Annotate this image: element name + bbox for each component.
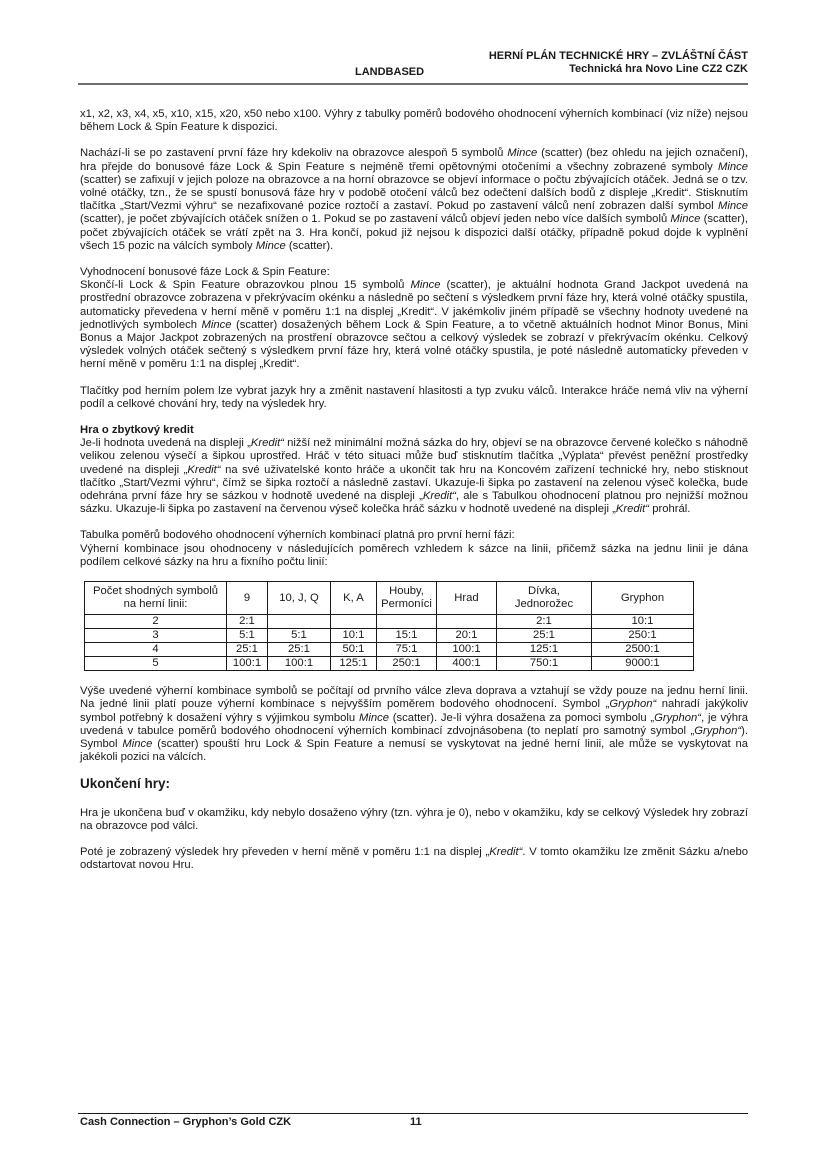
table-row: 3 5:1 5:1 10:1 15:1 20:1 25:1 250:1	[85, 629, 694, 643]
paytable-header-gryphon: Gryphon	[592, 582, 694, 615]
paragraph-multipliers: x1, x2, x3, x4, x5, x10, x15, x20, x50 nebo x100. Výhry z tabulky poměrů bodového ohodnocení výherních kombinací (viz níže) nejsou během Lock & Spin Feature k dispozici.	[80, 108, 748, 134]
footer-title: Cash Connection – Gryphon’s Gold CZK	[80, 1116, 292, 1128]
paragraph-lock-spin-trigger: Nachází-li se po zastavení první fáze hry kdekoliv na obrazovce alespoň 5 symbolů Mince (scatter) (bez ohledu na jejich označení), hra přejde do bonusové fáze Lock & Spin Feature s nejméně třemi opětovnými otočeními a všechny zobrazené symboly Mince (scatter) se zafixují v jejich poloze na obrazovce a na horní obrazovce se objeví informace o počtu zbývajících otáček. Jedná se o tzv. volné otáčky, tzn., že se spustí bonusová fáze hry v podobě otočení válců bez odečtení dalších bodů z displeje „Kredit“. Stisknutím tlačítka „Start/Vezmi výhru“ se nezafixované pozice roztočí a zastaví. Pokud po zastavení válců není zobrazen další symbol Mince (scatter), je počet zbývajících otáček snížen o 1. Pokud se po zastavení válců objeví jeden nebo více dalších symbolů Mince (scatter), počet zbývajících otáček se vrátí zpět na 3. Hra končí, pokud již nejsou k dispozici další otáčky, případně pokud dojde k vyplnění všech 15 pozic na válcích symboly Mince (scatter).	[80, 147, 748, 252]
header-title-block	[489, 50, 748, 76]
header-title: HERNÍ PLÁN TECHNICKÉ HRY – ZVLÁŠTNÍ ČÁST	[488, 50, 748, 62]
paytable	[84, 581, 694, 671]
paytable-header-ka: K, A	[331, 582, 377, 615]
table-row: 4 25:1 25:1 50:1 75:1 100:1 125:1 2500:1	[85, 643, 694, 657]
paytable-header-hrad: Hrad	[437, 582, 497, 615]
page-number: 11	[410, 1116, 422, 1128]
paytable-header-divka: Dívka, Jednorožec	[497, 582, 592, 615]
header-landbased: LANDBASED	[355, 66, 425, 78]
paragraph-buttons: Tlačítky pod herním polem lze vybrat jazyk hry a změnit nastavení hlasitosti a typ zvuku válců. Interakce hráče nemá vliv na výherní podíl a celkové chování hry, tedy na výsledek hry.	[80, 384, 748, 410]
header-divider	[78, 83, 748, 85]
paytable-header-count: Počet shodných symbolů na herní linii:	[85, 582, 227, 615]
paragraph-paytable-intro: Tabulka poměrů bodového ohodnocení výherních kombinací platná pro první herní fázi: Výherní kombinace jsou ohodnoceny v následujících poměrech vzhledem k sázce na linii, přičemž sázka na jednu linii je dána podílem celkové sázky na hru a fixního počtu linií:	[80, 529, 748, 568]
table-row: 2 2:1 2:1 10:1	[85, 615, 694, 629]
evaluation-title: Vyhodnocení bonusové fáze Lock & Spin Feature:	[80, 266, 330, 279]
paytable-header-houby: Houby, Permoníci	[377, 582, 437, 615]
paragraph-game-end: Hra je ukončena buď v okamžiku, kdy nebylo dosaženo výhry (tzn. výhra je 0), nebo v okamžiku, kdy se celkový Výsledek hry zobrazí na obrazovce pod válci.	[80, 806, 748, 832]
paytable-header-row	[85, 582, 694, 615]
paragraph-remaining-credit: Je-li hodnota uvedená na displeji „Kredit“ nižší než minimální možná sázka do hry, objeví se na obrazovce červené kolečko s náhodně velikou zelenou výsečí a šipkou uprostřed. Hráč v této situaci může buď stisknutím tlačítka „Výplata“ převést peněžní prostředky uvedené na displeji „Kredit“ na své uživatelské konto hráče a ukončit tak hru na Koncovém zařízení technické hry, nebo stisknout tlačítko „Start/Vezmi výhru“, čímž se šipka roztočí a následně zastaví. Ukazuje-li šipka po zastavení na zelenou výseč kolečka, bude odehrána první fáze hry se sázkou v hodnotě uvedené na displeji „Kredit“, ale s Tabulkou ohodnocení platnou pro nejnižší možnou sázku. Ukazuje-li šipka po zastavení na červenou výseč kolečka hráč sázku v hodnotě uvedené na displeji „Kredit“ prohrál.	[80, 437, 748, 516]
footer-divider	[78, 1113, 748, 1114]
header-subtitle: Technická hra Novo Line CZ2 CZK	[569, 63, 748, 75]
paragraph-result-transfer: Poté je zobrazený výsledek hry převeden v herní měně v poměru 1:1 na displej „Kredit“. V tomto okamžiku lze změnit Sázku a/nebo odstartovat novou Hru.	[80, 845, 748, 872]
page-header	[80, 46, 748, 84]
paragraph-winning-rules: Výše uvedené výherní kombinace symbolů se počítají od prvního válce zleva doprava a vztahují se vždy pouze na jednu herní linii. Na jedné linii platí pouze výherní kombinace s nejvyšším poměrem bodového ohodnocení. Symbol „Gryphon“ nahradí jakýkoliv symbol potřebný k dosažení výhry s výjimkou symbolu Mince (scatter). Je-li výhra dosažena za pomoci symbolu „Gryphon“, je výhra uvedená v tabulce poměrů bodového ohodnocení výherních kombinací zdvojnásobena (to neplatí pro samotný symbol „Gryphon“). Symbol Mince (scatter) spouští hru Lock & Spin Feature a nemusí se vyskytovat na jedné herní linii, ale může se vyskytovat na jakékoli pozici na válcích.	[80, 685, 748, 764]
paytable-header-9: 9	[227, 582, 268, 615]
page-footer	[80, 1116, 748, 1128]
paragraph-lock-spin-evaluation: Vyhodnocení bonusové fáze Lock & Spin Feature: Skončí-li Lock & Spin Feature obrazovkou plnou 15 symbolů Mince (scatter), je aktuální hodnota Grand Jackpot uvedená na prostřední obrazovce zobrazena v překrývacím okénku a následně po sečtení s výsledkem první fáze hry, která volné otáčky spustila, automaticky převedena v herní měně v poměru 1:1 na displej „Kredit“. V jakémkoliv jiném případě se všechny hodnoty uvedené na jednotlivých symbolech Mince (scatter) dosažených během Lock & Spin Feature, a to včetně aktuálních hodnot Minor Bonus, Mini Bonus a Major Jackpot zobrazených na prostření obrazovce sečtou a celkový výsledek se zobrazí v překrývacím okénku. Celkový výsledek volných otáček sečtený s výsledkem první fáze hry, která volné otáčky spustila, je poté následně automaticky převeden v herní měně v poměru 1:1 na displej „Kredit“.	[80, 266, 748, 371]
document-body	[80, 108, 748, 885]
heading-game-end: Ukončení hry:	[80, 776, 171, 792]
table-row: 5 100:1 100:1 125:1 250:1 400:1 750:1 9000:1	[85, 657, 694, 671]
paytable-header-10jq: 10, J, Q	[268, 582, 331, 615]
heading-remaining-credit: Hra o zbytkový kredit	[80, 424, 194, 437]
